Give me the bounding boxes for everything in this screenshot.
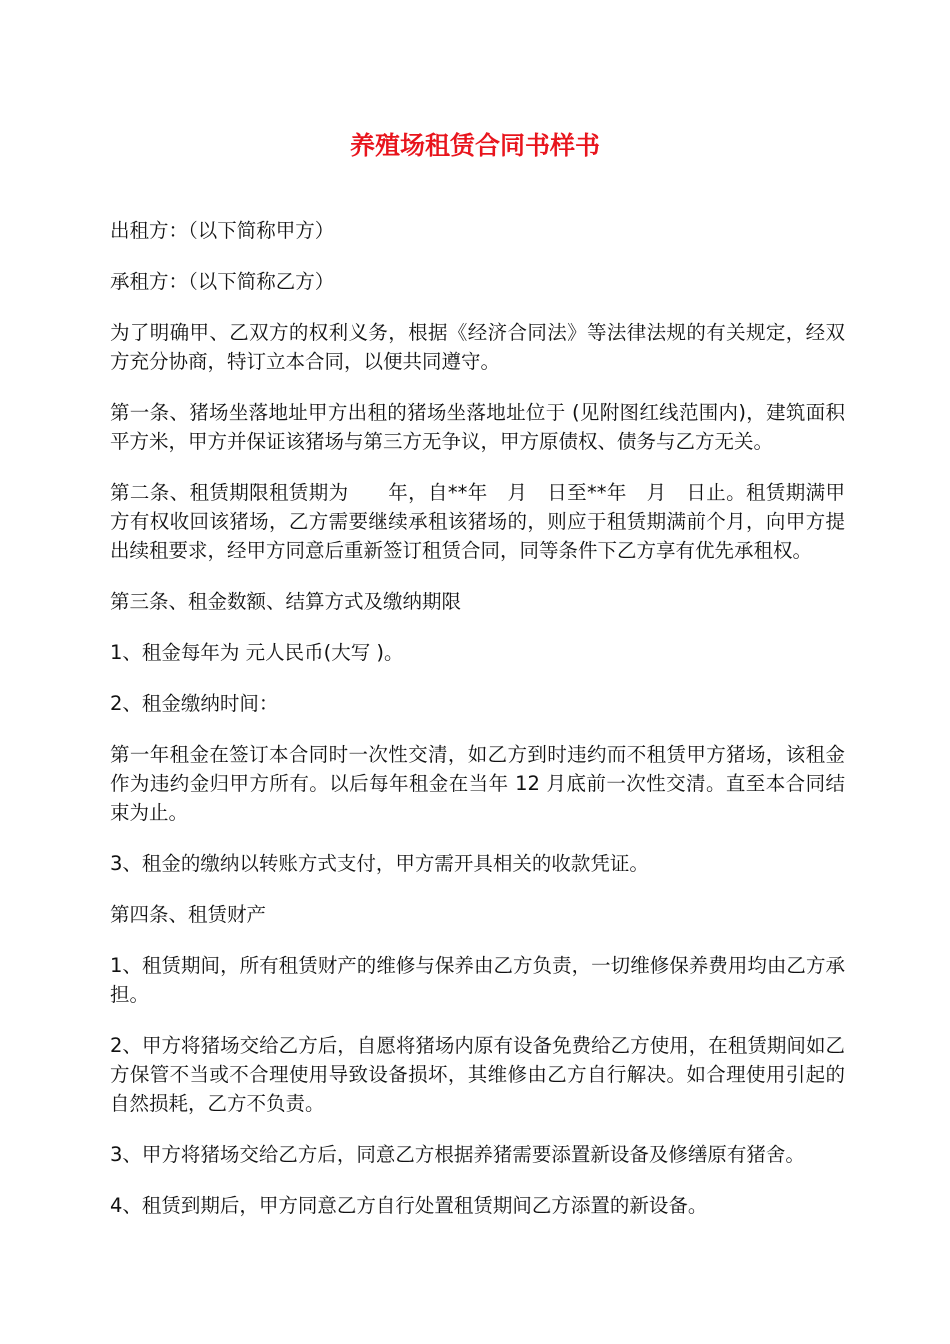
paragraph-article-2: 第二条、租赁期限租赁期为 年，自**年 月 日至**年 月 日止。租赁期满甲方有权收回该猪场，乙方需要继续承租该猪场的，则应于租赁期满前个月，向甲方提出续租要求，经甲方同意后重新签订租赁合同，同等条件下乙方享有优先承租权。 [110, 481, 845, 562]
paragraph-article-4-item-3: 3、甲方将猪场交给乙方后，同意乙方根据养猪需要添置新设备及修缮原有猪舍。 [110, 1143, 805, 1166]
paragraph-article-4-heading: 第四条、租赁财产 [110, 903, 267, 926]
paragraph-article-4-item-1: 1、租赁期间，所有租赁财产的维修与保养由乙方负责，一切维修保养费用均由乙方承担。 [110, 954, 845, 1006]
document-title: 养殖场租赁合同书样书 [349, 131, 600, 160]
paragraph-lessor: 出租方：（以下简称甲方） [110, 219, 335, 242]
paragraph-article-4-item-4: 4、租赁到期后，甲方同意乙方自行处置租赁期间乙方添置的新设备。 [110, 1194, 708, 1217]
paragraph-article-3-heading: 第三条、租金数额、结算方式及缴纳期限 [110, 590, 462, 613]
paragraph-article-4-item-2: 2、甲方将猪场交给乙方后，自愿将猪场内原有设备免费给乙方使用，在租赁期间如乙方保管不当或不合理使用导致设备损坏，其维修由乙方自行解决。如合理使用引起的自然损耗，乙方不负责。 [110, 1034, 845, 1115]
document-body [110, 216, 845, 1242]
paragraph-article-3-payment-detail: 第一年租金在签订本合同时一次性交清，如乙方到时违约而不租赁甲方猪场，该租金作为违约金归甲方所有。以后每年租金在当年 12 月底前一次性交清。直至本合同结束为止。 [110, 743, 845, 824]
paragraph-article-1: 第一条、猪场坐落地址甲方出租的猪场坐落地址位于 (见附图红线范围内)，建筑面积 平方米，甲方并保证该猪场与第三方无争议，甲方原债权、债务与乙方无关。 [110, 401, 845, 453]
paragraph-article-3-item-2: 2、租金缴纳时间： [110, 692, 279, 715]
paragraph-article-3-item-1: 1、租金每年为 元人民币(大写 )。 [110, 641, 404, 664]
paragraph-lessee: 承租方：（以下简称乙方） [110, 270, 335, 293]
paragraph-article-3-item-3: 3、租金的缴纳以转账方式支付，甲方需开具相关的收款凭证。 [110, 852, 649, 875]
paragraph-preamble: 为了明确甲、乙双方的权利义务，根据《经济合同法》等法律法规的有关规定，经双方充分协商，特订立本合同，以便共同遵守。 [110, 321, 845, 373]
